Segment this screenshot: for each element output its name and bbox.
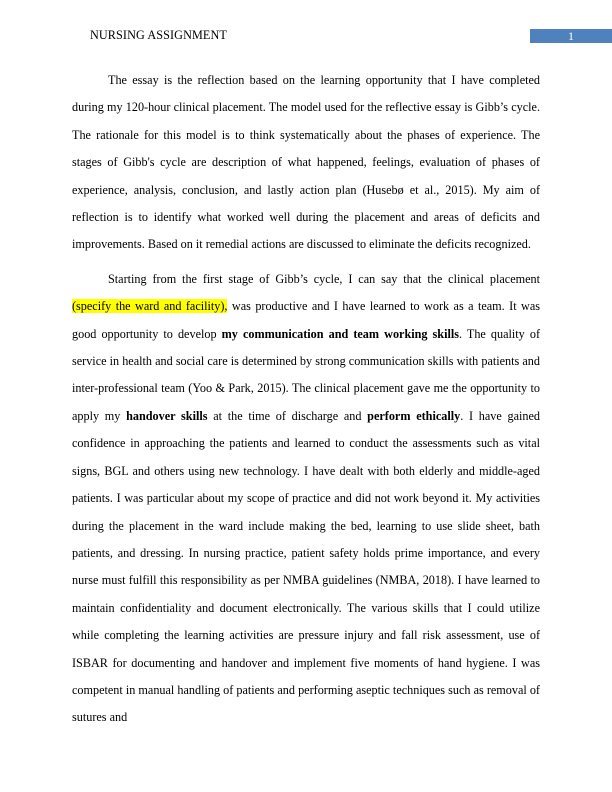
paragraph-1: The essay is the reflection based on the learning opportunity that I have completed during my 120-hour clinical placement. The model used for the reflective essay is Gibb’s cycle. The rationale for this model is to think systematically about the phases of experience. The stages of Gibb's cycle are description of what happened, feelings, evaluation of phases of experience, analysis, conclusion, and lastly action plan (Husebø et al., 2015). My aim of reflection is to identify what worked well during the placement and areas of deficits and improvements. Based on it remedial actions are discussed to eliminate the deficits recognized. [72,73,540,252]
bold-communication-skills: my communication and team working skills [221,326,459,341]
document-body [72,67,540,739]
paragraph-2-text-1: Starting from the first stage of Gibb’s cycle, I can say that the clinical placement [108,271,540,286]
bold-perform-ethically: perform ethically [367,408,461,423]
page-number: 1 [530,29,612,43]
paragraph-2-text-2: was productive and I have learned to work as a team. It was good opportunity to develop [72,299,540,341]
running-head: NURSING ASSIGNMENT [90,28,227,42]
highlighted-placeholder: (specify the ward and facility), [72,299,228,314]
paragraph-2-text-3: . The quality of service in health and social care is determined by strong communication skills with patients and inter-professional team (Yoo & Park, 2015). The clinical placement gave me the opportunity to apply my [72,326,540,423]
paragraph-2-text-4: at the time of discharge and [207,408,368,423]
paragraph-2-text-5: . I have gained confidence in approaching the patients and learned to conduct the assessments such as vital signs, BGL and others using new technology. I have dealt with both elderly and middle-aged patients. I was particular about my scope of practice and did not work beyond it. My activities during the placement in the ward include making the bed, learning to use slide sheet, bath patients, and dressing. In nursing practice, patient safety holds prime importance, and every nurse must fulfill this responsibility as per NMBA guidelines (NMBA, 2018). I have learned to maintain confidentiality and document electronically. The various skills that I could utilize while completing the learning activities are pressure injury and fall risk assessment, use of ISBAR for documenting and handover and implement five moments of hand hygiene. I was competent in manual handling of patients and performing aseptic techniques such as removal of sutures and [72,408,541,725]
paragraph-2 [72,266,540,732]
bold-handover-skills: handover skills [126,408,208,423]
